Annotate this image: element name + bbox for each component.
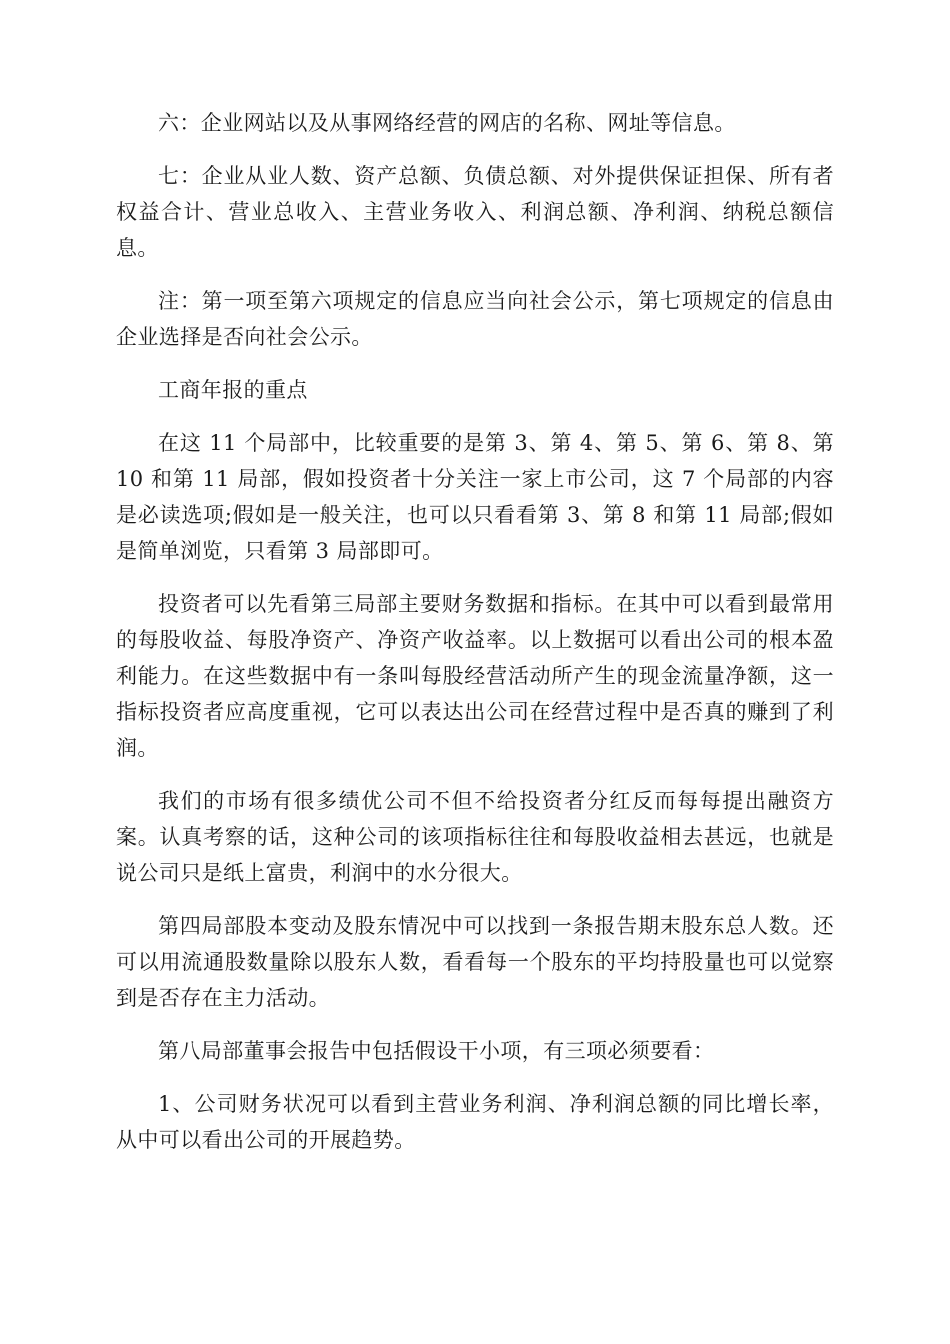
- paragraph-section-8-board-report: 第八局部董事会报告中包括假设干小项，有三项必须要看：: [158, 1039, 715, 1063]
- paragraph-section-4-shareholders: 第四局部股本变动及股东情况中可以找到一条报告期末股东总人数。还可以用流通股数量除以股东人数，看看每一个股东的平均持股量也可以觉察到是否存在主力活动。: [116, 914, 834, 1010]
- paragraph-note-disclosure: 注：第一项至第六项规定的信息应当向社会公示，第七项规定的信息由企业选择是否向社会公示。: [116, 289, 834, 349]
- paragraph-item-6-website: 六：企业网站以及从事网络经营的网店的名称、网址等信息。: [158, 111, 736, 135]
- paragraph-list-item-1: 1、公司财务状况可以看到主营业务利润、净利润总额的同比增长率，从中可以看出公司的开展趋势。: [116, 1092, 834, 1152]
- paragraph-section-3-financial-data: 投资者可以先看第三局部主要财务数据和指标。在其中可以看到最常用的每股收益、每股净资产、净资产收益率。以上数据可以看出公司的根本盈利能力。在这些数据中有一条叫每股经营活动所产生的现金流量净额，这一指标投资者应高度重视，它可以表达出公司在经营过程中是否真的赚到了利润。: [116, 592, 834, 760]
- paragraph-market-observation: 我们的市场有很多绩优公司不但不给投资者分红反而每每提出融资方案。认真考察的话，这种公司的该项指标往往和每股收益相去甚远，也就是说公司只是纸上富贵，利润中的水分很大。: [116, 789, 834, 885]
- paragraph-important-sections: 在这 11 个局部中，比较重要的是第 3、第 4、第 5、第 6、第 8、第 10 和第 11 局部，假如投资者十分关注一家上市公司，这 7 个局部的内容是必读选项;假如是一般关注，也可以只看看第 3、第 8 和第 11 局部;假如是简单浏览，只看第 3 局部即可。: [116, 431, 834, 563]
- document-body: [116, 105, 834, 1175]
- paragraph-item-7-financials: 七：企业从业人数、资产总额、负债总额、对外提供保证担保、所有者权益合计、营业总收入、主营业务收入、利润总额、净利润、纳税总额信息。: [116, 164, 834, 260]
- section-heading-annual-report-focus: 工商年报的重点: [158, 378, 308, 402]
